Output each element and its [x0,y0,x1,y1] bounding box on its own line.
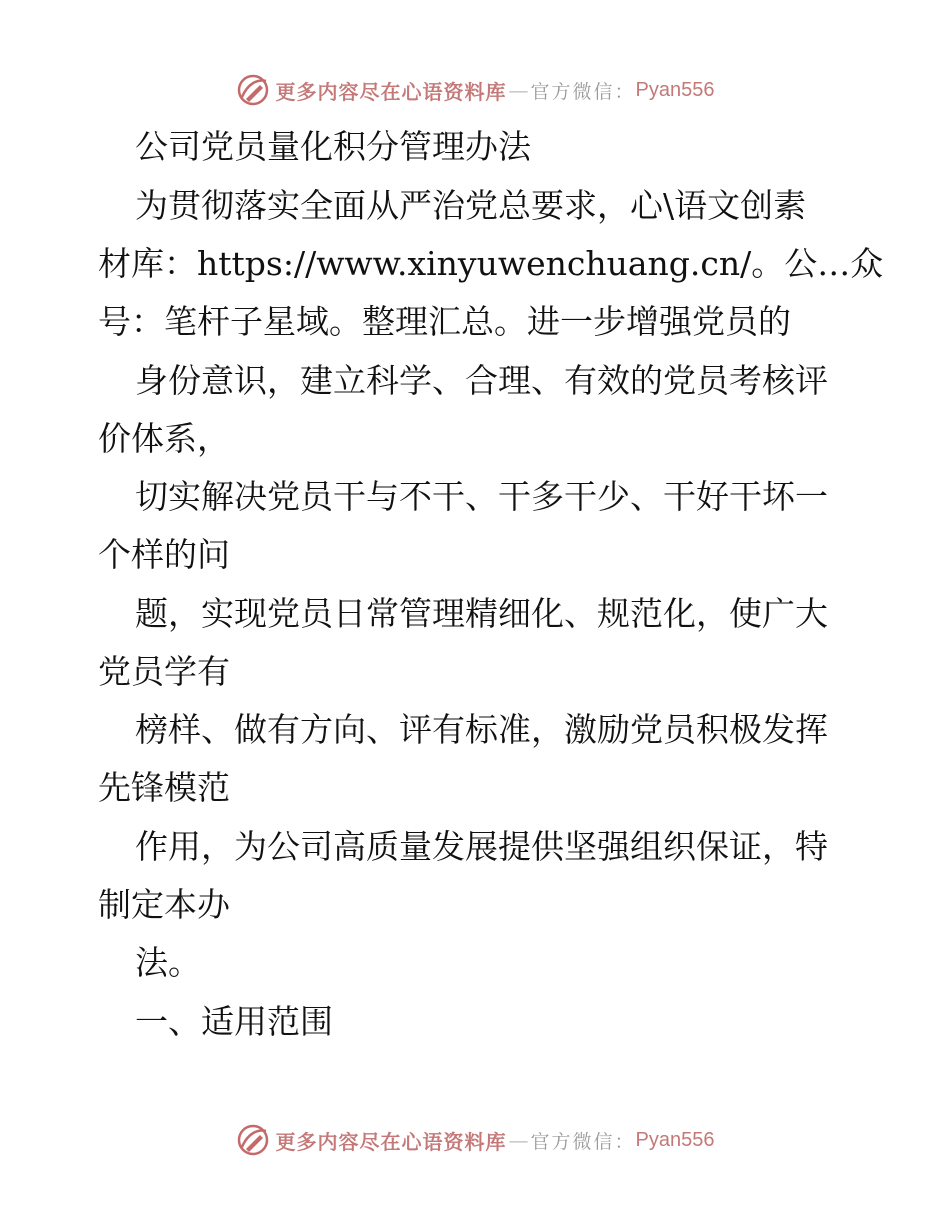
document-title: 公司党员量化积分管理办法 [135,127,531,166]
banner-main-text: 更多内容尽在心语资料库 [275,1129,507,1154]
paragraph-line: 个样的问 [98,535,230,574]
paragraph-line: 先锋模范 [98,768,230,807]
banner-dash: — [508,78,529,102]
banner-wechat-id: Pyan556 [635,1128,715,1151]
paragraph-line: 切实解决党员干与不干、干多干少、干好干坏一 [135,477,828,516]
paragraph-line: 党员学有 [98,652,230,691]
banner-wechat-id: Pyan556 [635,78,715,101]
banner-dash: — [508,1128,529,1152]
banner-main-text: 更多内容尽在心语资料库 [275,79,507,104]
paragraph-line: 身份意识，建立科学、合理、有效的党员考核评 [135,361,828,400]
paragraph-line: 号：笔杆子星域。整理汇总。进一步增强党员的 [98,302,791,341]
paragraph-line: 材库：https://www.xinyuwenchuang.cn/。公…众 [98,244,884,283]
paragraph-line: 作用，为公司高质量发展提供坚强组织保证，特 [135,827,828,866]
section-heading: 一、适用范围 [135,1002,333,1041]
header-banner [0,70,950,110]
banner-wechat-label: 官方微信： [530,1130,636,1153]
paragraph-line: 题，实现党员日常管理精细化、规范化，使广大 [135,594,828,633]
banner-wechat-label: 官方微信： [530,80,636,103]
paragraph-line: 榜样、做有方向、评有标准，激励党员积极发挥 [135,710,828,749]
paragraph-line: 价体系， [98,419,230,458]
paragraph-line: 为贯彻落实全面从严治党总要求，心\语文创素 [135,186,807,225]
pen-logo-icon [236,1123,270,1157]
pen-logo-icon [236,73,270,107]
paragraph-line: 制定本办 [98,885,230,924]
footer-banner [0,1120,950,1160]
paragraph-line: 法。 [135,943,201,982]
